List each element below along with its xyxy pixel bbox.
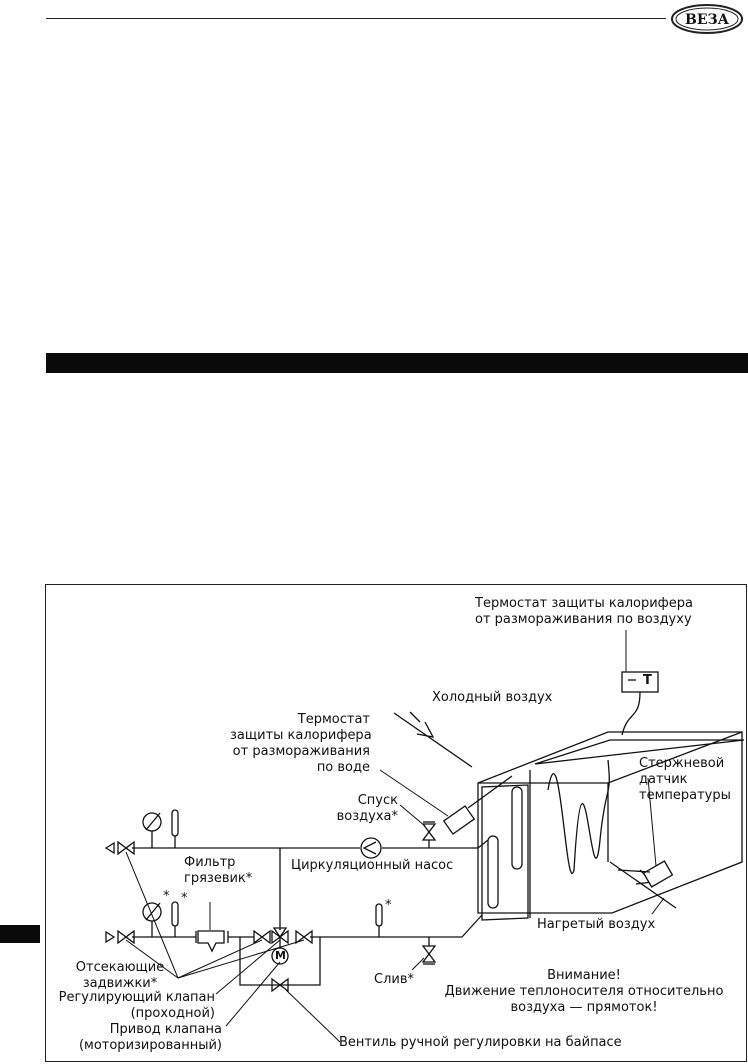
supply-end-arrow (106, 843, 114, 853)
thermometer-top (172, 810, 178, 848)
filter-label: Фильтр грязевик* (184, 855, 253, 886)
water-thermostat-label: Термостат защиты калорифера от размораживания по воде (230, 712, 372, 775)
mud-filter (196, 931, 228, 951)
cold-air-arrow (394, 712, 472, 767)
star-2: * (181, 891, 188, 906)
thermometer-bottom (172, 902, 178, 937)
thermometer-return (376, 904, 382, 937)
shutoff-valve-left (254, 931, 270, 943)
air-thermostat-label: Термостат защиты калорифера от размораживания по воздуху (475, 596, 693, 627)
cold-air-label: Холодный воздух (432, 690, 553, 705)
control-valve-label: Регулирующий клапан (проходной) (58, 990, 215, 1021)
motor-label: M (275, 949, 286, 962)
drain-valve (423, 937, 435, 964)
drive-label: Привод клапана (моторизированный) (78, 1022, 222, 1053)
pressure-gauge-bottom (143, 903, 161, 937)
return-end-arrow (106, 932, 114, 942)
star-1: * (163, 889, 170, 904)
air-release-label: Спуск воздуха* (336, 793, 398, 824)
supply-pipe (132, 840, 488, 848)
air-thermostat-symbol: T (643, 673, 652, 688)
circulation-pump (361, 838, 381, 858)
air-thermostat (622, 672, 658, 735)
return-shutoff-valve (118, 931, 134, 943)
rod-sensor-label: Стержневой датчик температуры (639, 756, 731, 803)
warning-label: Внимание! Движение теплоносителя относительно воздуха — прямоток! (444, 968, 724, 1015)
svg-text:ВЕЗА: ВЕЗА (684, 12, 730, 28)
pump-label: Циркуляционный насос (291, 858, 454, 873)
heated-air-label: Нагретый воздух (537, 917, 656, 932)
drain-label: Слив* (374, 972, 414, 987)
pressure-gauge-top (143, 813, 161, 848)
star-3: * (385, 898, 392, 913)
bypass-valve-label: Вентиль ручной регулировки на байпасе (339, 1035, 622, 1050)
shutoff-valves-label: Отсекающие задвижки* (75, 960, 165, 991)
